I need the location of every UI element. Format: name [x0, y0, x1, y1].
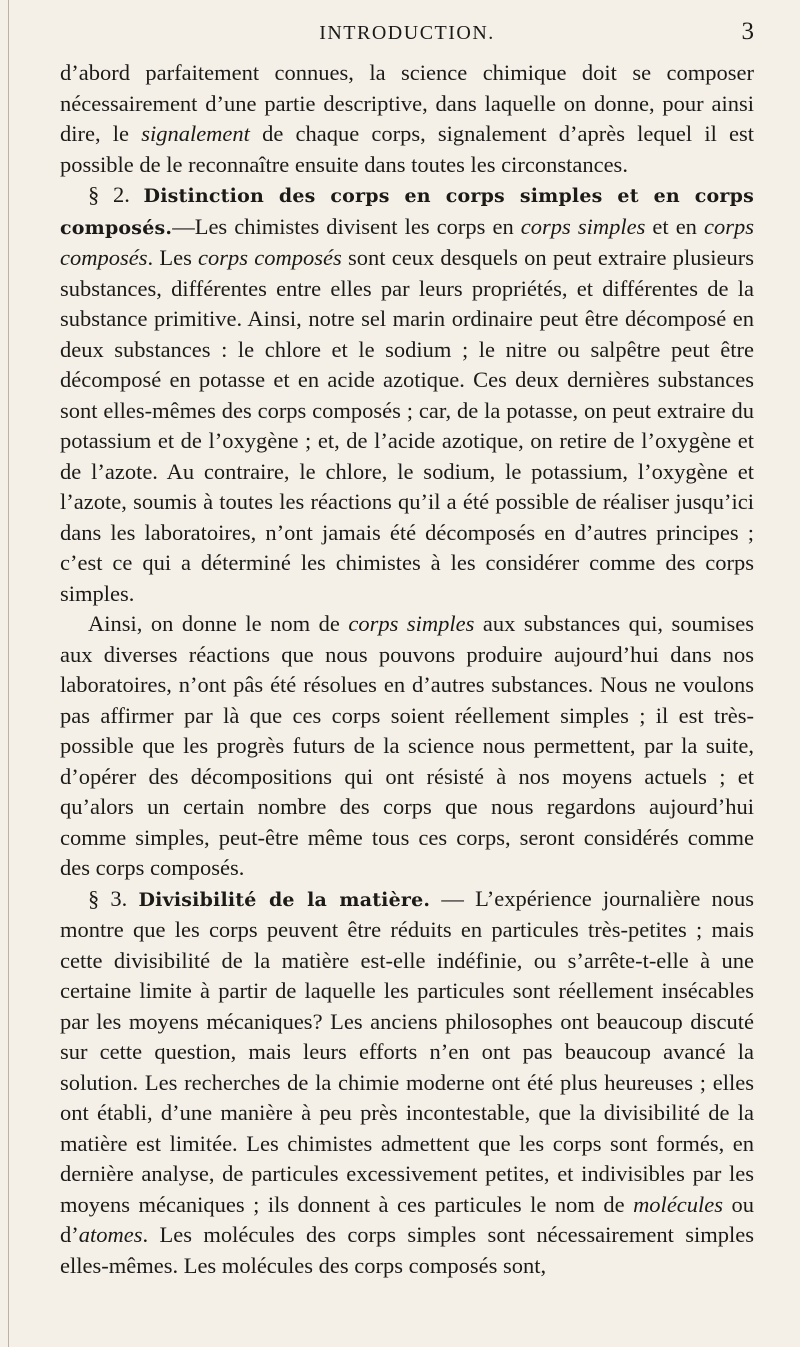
paragraph-corps-simples: [60, 609, 754, 884]
section-3-paragraph: [60, 884, 754, 1282]
text-run: . Les molécules des corps simples sont nécessairement simples elles-mêmes. Les molécules des corps composés sont,: [60, 1222, 754, 1278]
text-run: aux substances qui, soumises aux diverses réactions que nous pouvons produire aujourd’hui dans nos laboratoires, n’ont pâs été résolues en d’autres substances. Nous ne voulons pas affirmer par là que ces corps soient réellement simples ; il est très-possible que les progrès futurs de la science nous permettent, par la suite, d’opérer des décompositions qui ont résisté à nos moyens actuels ; et qu’alors un certain nombre des corps que nous regardons aujourd’hui comme simples, peut-être même tous ces corps, seront considérés comme des corps composés.: [60, 611, 755, 880]
section-2-paragraph: [60, 180, 754, 609]
running-title: INTRODUCTION.: [319, 22, 495, 44]
text-run: d’abord parfaitement connues, la science chimique doit se composer nécessairement d’une partie descriptive, dans laquelle on donne, pour ainsi dire, le: [60, 60, 754, 146]
section-number: § 3.: [88, 885, 139, 911]
text-run: —Les chimistes divisent les corps en: [172, 213, 521, 239]
text-run: de chaque corps, signalement d’après lequel il est possible de le reconnaître ensuite dans toutes les circonstances.: [60, 121, 754, 177]
section-title: Distinction des corps en corps simples et en corps composés.: [60, 185, 754, 239]
section-title: Divisibilité de la matière.: [138, 888, 431, 911]
text-run: . Les: [147, 245, 199, 270]
italic-term: signalement: [141, 121, 250, 146]
page-header: [60, 18, 754, 52]
italic-term: atomes: [78, 1222, 143, 1247]
paragraph-intro: [60, 58, 754, 180]
text-run: — L’expérience journalière nous montre que les corps peuvent être réduits en particules très-petites ; mais cette divisibilité de la matière est-elle indéfinie, ou s’arrête-t-elle à une certaine limite à partir de laquelle les particules sont réellement insécables par les moyens mécaniques? Les anciens philosophes ont beaucoup discuté sur cette question, mais leurs efforts n’en ont pas beaucoup avancé la solution. Les recherches de la chimie moderne ont été plus heureuses ; elles ont établi, d’une manière à peu près incontestable, que la divisibilité de la matière est limitée. Les chimistes admettent que les corps sont formés, en dernière analyse, de particules excessivement petites, et indivisibles par les moyens mécaniques ; ils donnent à ces particules le nom de: [60, 885, 755, 1217]
text-run: ou d’: [60, 1191, 755, 1247]
page-edge-line: [8, 0, 9, 1347]
italic-term: corps simples: [348, 611, 475, 636]
section-number: § 2.: [88, 182, 144, 207]
italic-term: molécules: [633, 1191, 724, 1217]
text-run: sont ceux desquels on peut extraire plusieurs substances, différentes entre elles par leurs propriétés, et différentes de la substance primitive. Ainsi, notre sel marin ordinaire peut être décomposé en deux substances : le chlore et le sodium ; le nitre ou salpêtre peut être décomposé en potasse et en acide azotique. Ces deux dernières substances sont elles-mêmes des corps composés ; car, de la potasse, on peut extraire du potassium et de l’oxygène ; et, de l’acide azotique, on retire de l’oxygène et de l’azote. Au contraire, le chlore, le sodium, le potassium, l’oxygène et l’azote, soumis à toutes les réactions qu’il a été possible de réaliser jusqu’ici dans les laboratoires, n’ont jamais été décomposés en d’autres principes ; c’est ce qui a déterminé les chimistes à les considérer comme des corps simples.: [60, 245, 754, 606]
page-number: 3: [741, 18, 754, 45]
body-text: [60, 58, 754, 1281]
italic-term: corps composés: [198, 245, 342, 270]
italic-term: corps composés: [60, 213, 754, 270]
text-run: et en: [645, 213, 704, 239]
italic-term: corps simples: [520, 213, 646, 239]
text-run: Ainsi, on donne le nom de: [88, 611, 349, 636]
